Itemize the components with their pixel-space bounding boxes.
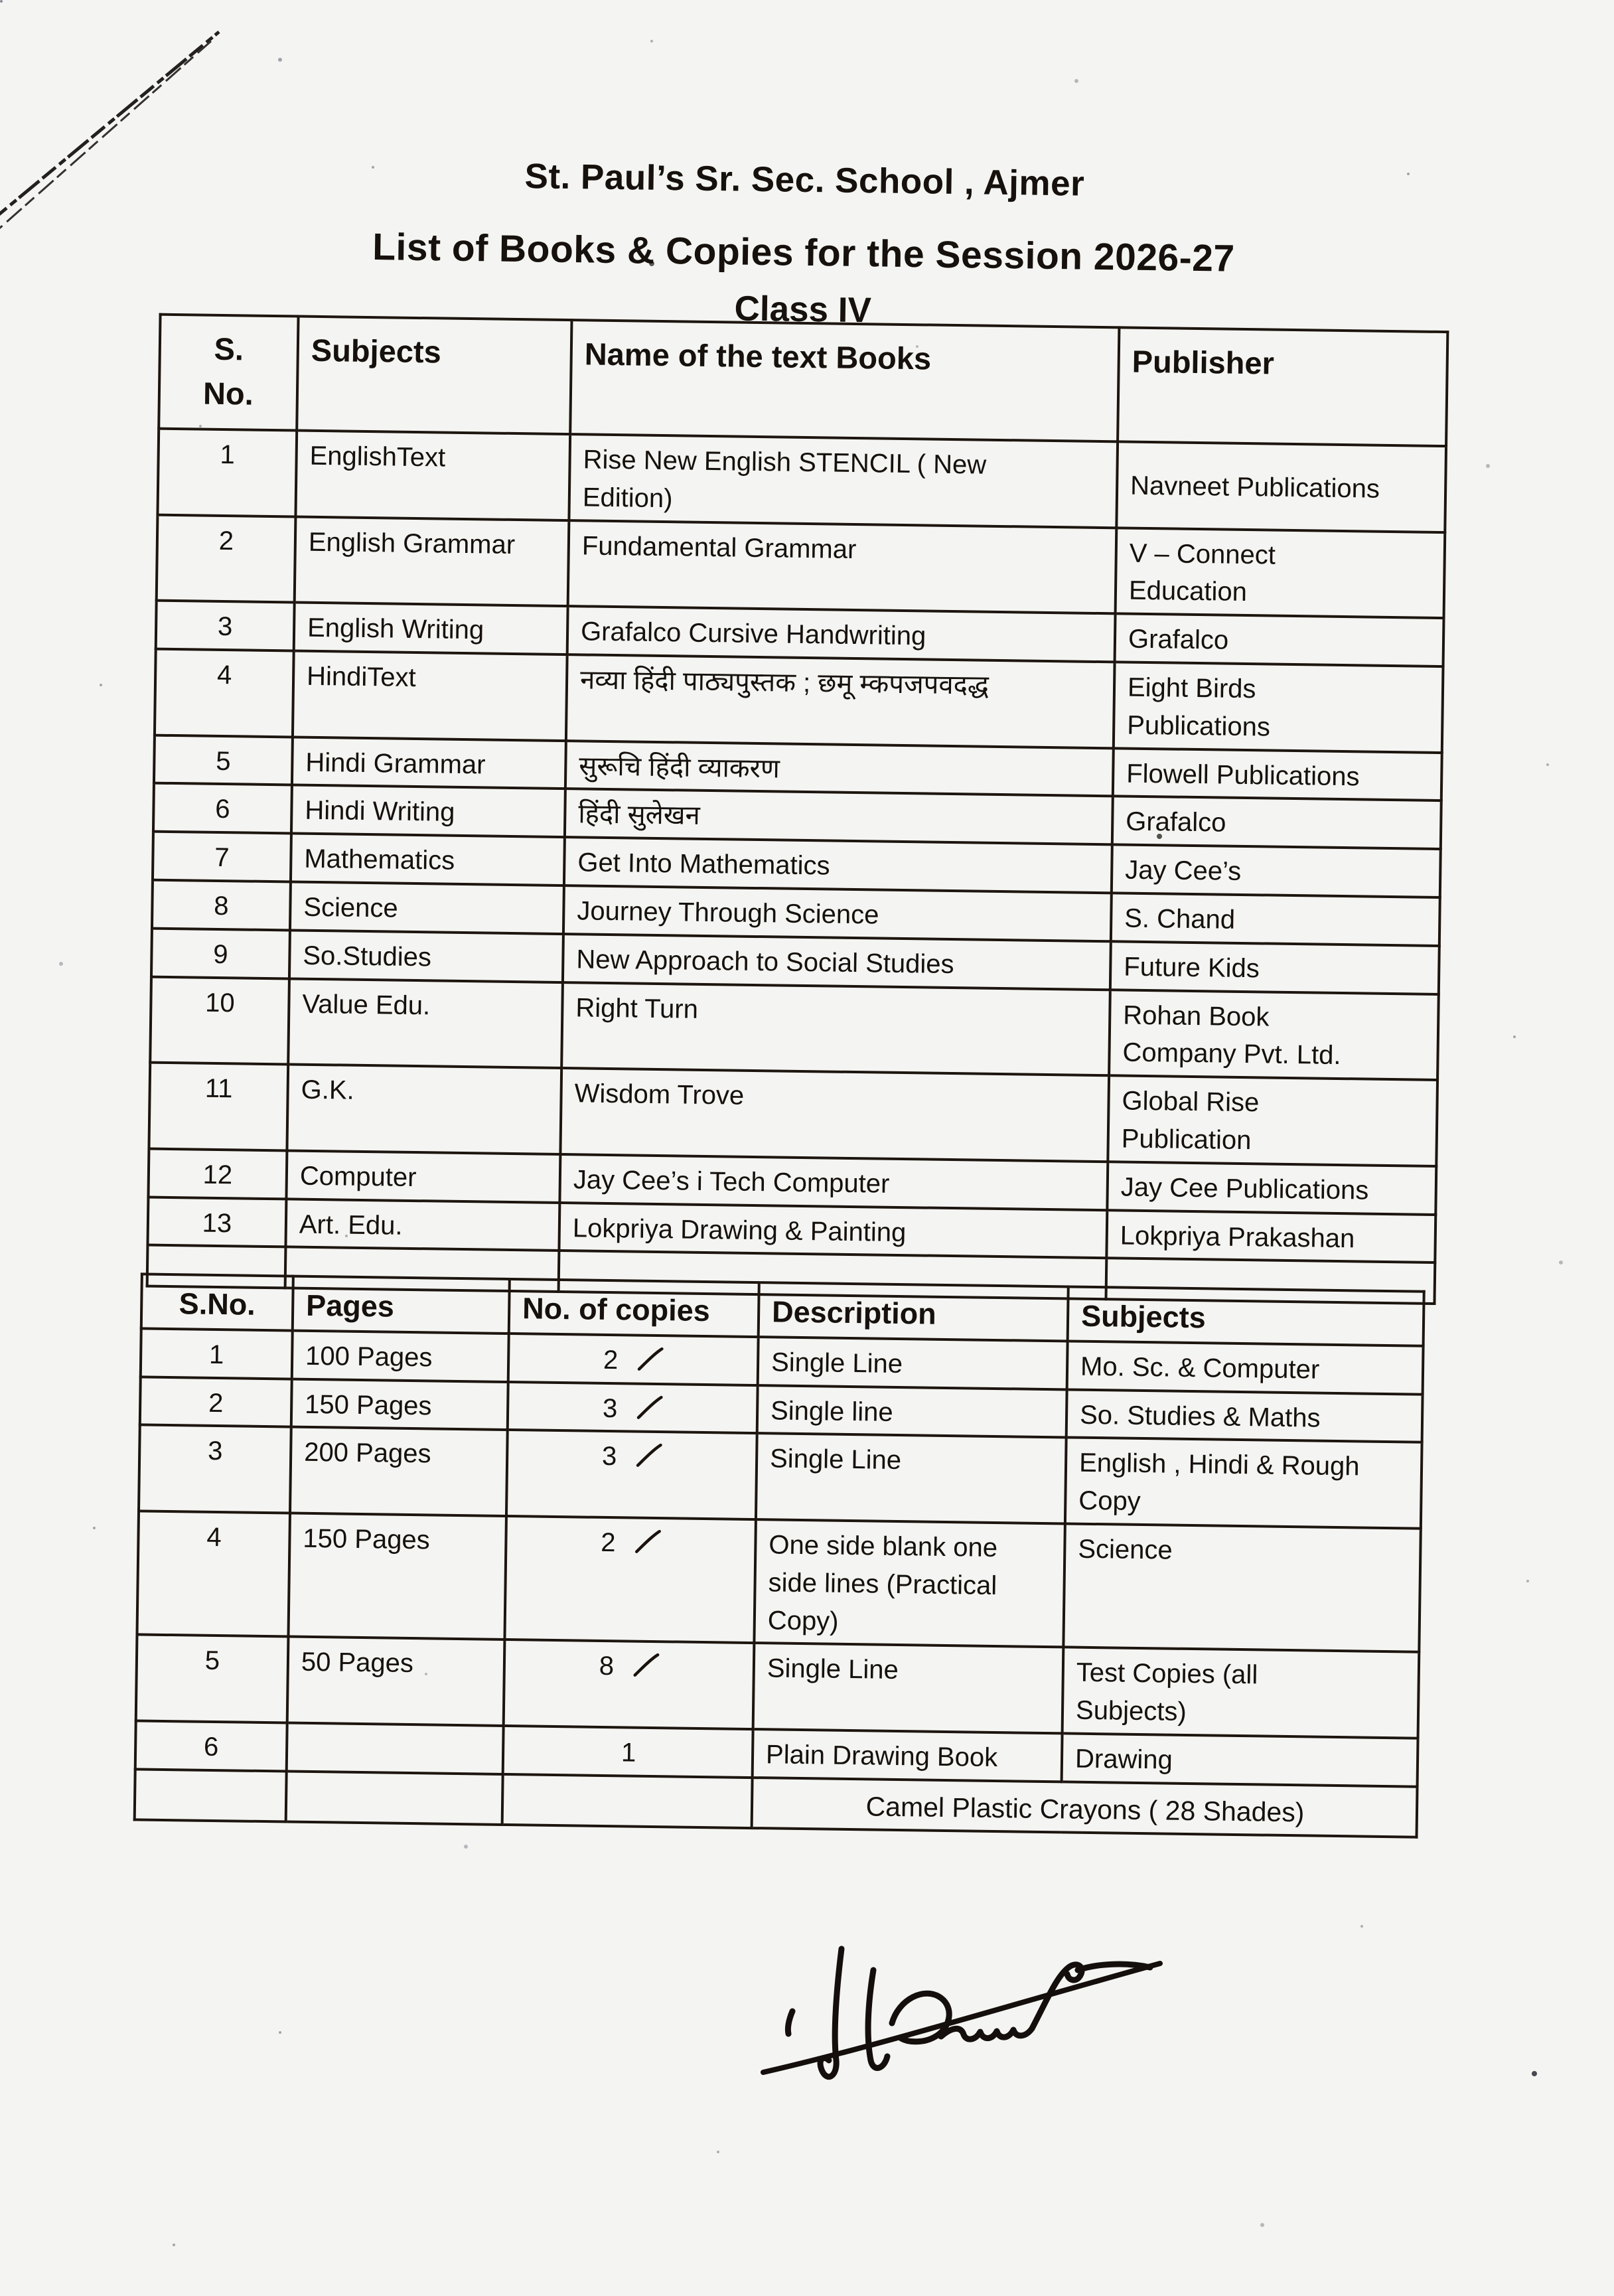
- copies-table-body: [135, 1328, 1424, 1786]
- cell-no-of-copies: 1: [503, 1726, 753, 1778]
- column-header-s-no: S.No.: [141, 1274, 293, 1330]
- cell-serial-no: 3: [139, 1425, 291, 1513]
- cell-subjects: So. Studies & Maths: [1066, 1389, 1423, 1442]
- cell-pages: 150 Pages: [288, 1513, 506, 1640]
- cell-publisher: Grafalco: [1112, 797, 1441, 850]
- cell-publisher: Navneet Publications: [1116, 441, 1446, 532]
- cell-subject: Art. Edu.: [285, 1199, 559, 1251]
- cell-serial-no: 12: [148, 1148, 287, 1199]
- cell-serial-no: 8: [152, 880, 291, 931]
- cell-subject: EnglishText: [295, 431, 570, 520]
- column-header-subjects: Subjects: [1068, 1286, 1424, 1345]
- cell-pages: 100 Pages: [292, 1330, 509, 1381]
- cell-subjects: Drawing: [1062, 1733, 1418, 1786]
- cell-serial-no: 1: [157, 429, 297, 516]
- books-table: [146, 313, 1449, 1306]
- crayons-note: Camel Plastic Crayons ( 28 Shades): [752, 1778, 1418, 1837]
- cell-publisher: Jay Cee Publications: [1107, 1162, 1436, 1215]
- cell-no-of-copies: 3: [508, 1382, 758, 1434]
- cell-subjects: Science: [1063, 1524, 1420, 1653]
- cell-description: Single line: [757, 1385, 1067, 1438]
- document-header: [42, 149, 1565, 340]
- cell-subject: Hindi Grammar: [292, 737, 566, 789]
- cell-subjects: English , Hindi & Rough Copy: [1065, 1438, 1422, 1529]
- cell-subject: So.Studies: [289, 930, 563, 982]
- cell-book-name: Wisdom Trove: [560, 1068, 1109, 1162]
- cell-subjects: Test Copies (all Subjects): [1063, 1647, 1420, 1738]
- cell-pages: 50 Pages: [287, 1637, 505, 1726]
- cell-serial-no: 9: [151, 928, 290, 978]
- copies-row: [136, 1635, 1420, 1738]
- cell-no-of-copies: 8: [504, 1640, 755, 1729]
- cell-book-name: Right Turn: [561, 982, 1110, 1076]
- cell-description: Single Line: [753, 1644, 1064, 1734]
- cell-description: Single Line: [756, 1434, 1066, 1524]
- cell-book-name: Lokpriya Drawing & Painting: [559, 1203, 1107, 1259]
- cell-serial-no: 11: [149, 1063, 288, 1150]
- cell-book-name: नव्या हिंदी पाठ्यपुस्तक ; छमू म्कपजपवदद्ध: [566, 654, 1115, 748]
- cell-publisher: Global Rise Publication: [1108, 1075, 1437, 1166]
- cell-subject: Mathematics: [291, 834, 565, 885]
- cell-publisher: Jay Cee’s: [1112, 844, 1441, 897]
- cell-empty: [502, 1774, 753, 1828]
- cell-empty: [135, 1769, 287, 1821]
- cell-serial-no: 10: [150, 976, 289, 1064]
- cell-no-of-copies: 2: [504, 1516, 756, 1643]
- cell-publisher: V – Connect Education: [1116, 528, 1445, 618]
- cell-no-of-copies: 2: [508, 1334, 759, 1385]
- column-header-publisher: Publisher: [1118, 327, 1447, 446]
- cell-serial-no: 2: [140, 1377, 292, 1427]
- cell-serial-no: 4: [155, 649, 294, 737]
- books-table-body: [147, 429, 1446, 1304]
- cell-book-name: New Approach to Social Studies: [563, 934, 1111, 990]
- cell-subject: G.K.: [287, 1065, 561, 1154]
- column-header-description: Description: [759, 1282, 1068, 1341]
- cell-serial-no: 6: [153, 783, 292, 834]
- cell-serial-no: 7: [153, 832, 291, 882]
- cell-book-name: Get Into Mathematics: [564, 837, 1112, 893]
- cell-publisher: Eight Birds Publications: [1114, 662, 1443, 752]
- cell-pages: 150 Pages: [291, 1379, 508, 1430]
- tick-mark-icon: [636, 1347, 665, 1373]
- cell-book-name: Grafalco Cursive Handwriting: [567, 606, 1116, 662]
- cell-publisher: Lokpriya Prakashan: [1106, 1210, 1435, 1263]
- cell-serial-no: 1: [141, 1328, 293, 1379]
- cell-serial-no: 13: [147, 1197, 286, 1247]
- copies-table: [133, 1272, 1426, 1838]
- cell-description: One side blank one side lines (Practical Copy): [754, 1519, 1064, 1647]
- cell-book-name: Rise New English STENCIL ( New Edition): [569, 434, 1118, 528]
- cell-subject: Value Edu.: [288, 978, 563, 1068]
- cell-serial-no: 2: [157, 514, 296, 602]
- cell-subjects: Mo. Sc. & Computer: [1067, 1341, 1424, 1394]
- cell-pages: [287, 1723, 504, 1774]
- tick-mark-icon: [632, 1653, 661, 1679]
- tick-mark-icon: [635, 1443, 664, 1469]
- cell-no-of-copies: 3: [506, 1430, 757, 1519]
- cell-subject: English Writing: [294, 603, 568, 654]
- cell-empty: [286, 1771, 503, 1825]
- column-header-subjects: Subjects: [297, 317, 571, 435]
- cell-book-name: सुरूचि हिंदी व्याकरण: [565, 741, 1114, 797]
- cell-publisher: Rohan Book Company Pvt. Ltd.: [1109, 990, 1439, 1080]
- books-table-header-row: [159, 315, 1447, 446]
- cell-subject: Hindi Writing: [291, 785, 565, 837]
- column-header-pages: Pages: [293, 1276, 510, 1334]
- column-header-s-no: S. No.: [159, 315, 298, 431]
- cell-subject: English Grammar: [295, 516, 569, 606]
- cell-book-name: Fundamental Grammar: [568, 520, 1117, 614]
- tick-mark-icon: [636, 1395, 664, 1420]
- copies-row: [139, 1425, 1422, 1529]
- cell-book-name: Jay Cee’s i Tech Computer: [559, 1154, 1108, 1210]
- cell-subject: HindiText: [293, 651, 567, 740]
- cell-book-name: हिंदी सुलेखन: [565, 789, 1113, 844]
- class-label: Class IV: [734, 289, 872, 331]
- cell-description: Single Line: [758, 1337, 1068, 1389]
- cell-serial-no: 3: [156, 601, 295, 651]
- cell-publisher: Flowell Publications: [1113, 748, 1442, 801]
- cell-publisher: S. Chand: [1111, 893, 1440, 946]
- tick-mark-icon: [634, 1529, 662, 1555]
- cell-serial-no: 5: [136, 1635, 289, 1723]
- signature: [735, 1906, 1200, 2112]
- column-header-no-of-copies: No. of copies: [509, 1279, 759, 1337]
- cell-description: Plain Drawing Book: [753, 1729, 1063, 1782]
- document-title: List of Books & Copies for the Session 2026-27: [372, 226, 1236, 280]
- cell-book-name: Journey Through Science: [563, 885, 1112, 941]
- cell-pages: 200 Pages: [290, 1427, 508, 1516]
- cell-subject: Computer: [286, 1150, 560, 1202]
- cell-subject: Science: [290, 881, 564, 933]
- cell-publisher: Grafalco: [1115, 614, 1444, 667]
- school-name: St. Paul’s Sr. Sec. School , Ajmer: [524, 157, 1085, 204]
- cell-serial-no: 4: [137, 1511, 290, 1637]
- column-header-book-name: Name of the text Books: [570, 320, 1119, 441]
- cell-serial-no: 6: [135, 1721, 287, 1771]
- cell-publisher: Future Kids: [1110, 941, 1439, 994]
- cell-serial-no: 5: [154, 735, 293, 785]
- copies-row: [137, 1511, 1420, 1653]
